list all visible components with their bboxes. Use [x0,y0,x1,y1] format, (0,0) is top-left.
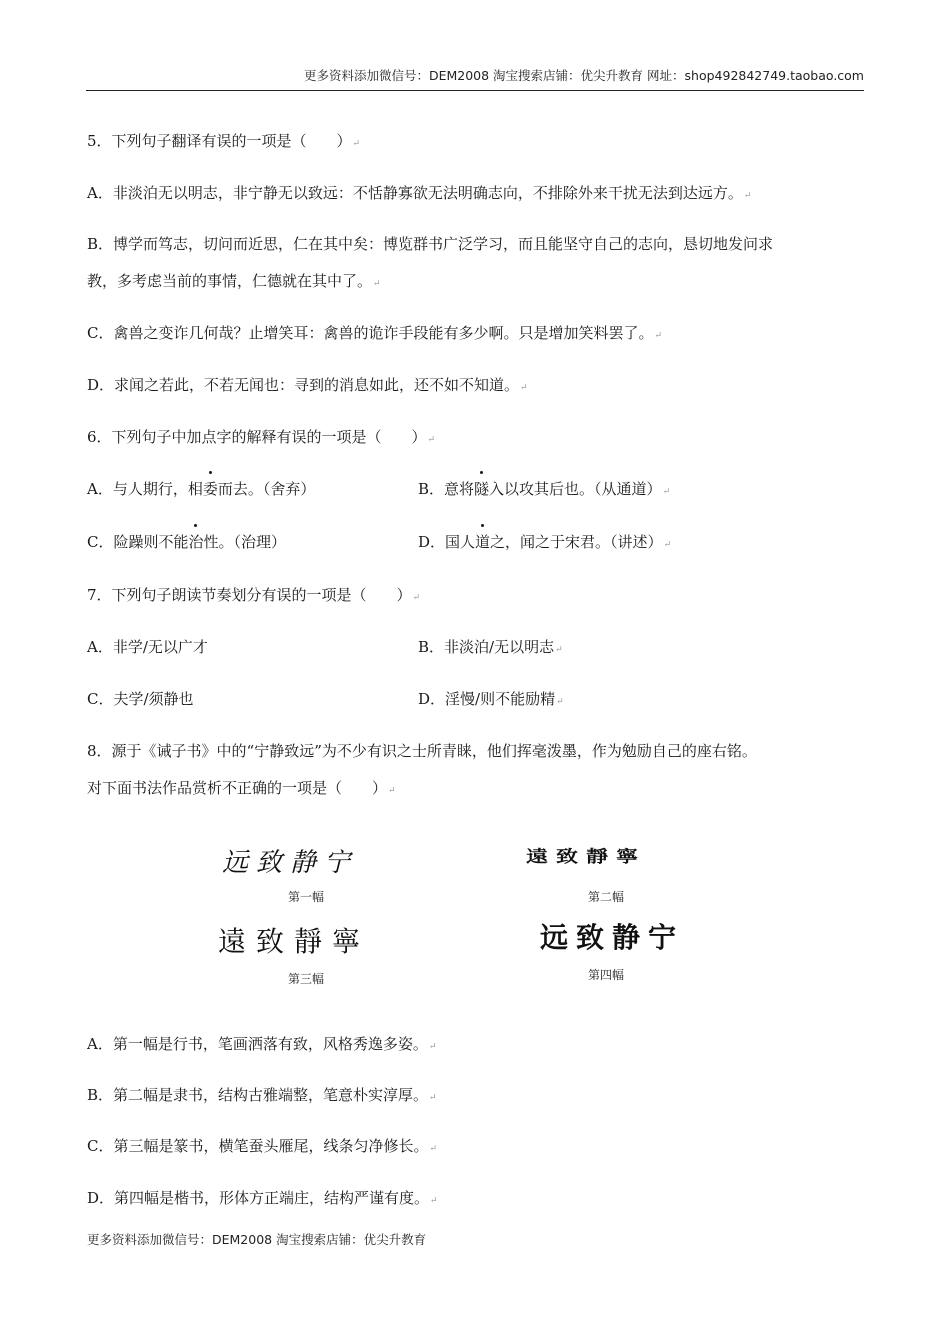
q6-option-b: B．意将隧入以攻其后也。（从通道）↵ [418,480,671,498]
q5-option-c: C．禽兽之变诈几何哉？止增笑耳：禽兽的诡诈手段能有多少啊。只是增加笑料罢了。↵ [87,324,663,342]
calligraphy-caption-1: 第一幅 [288,890,325,904]
calligraphy-caption-4: 第四幅 [588,968,625,982]
q6-option-c: C．险躁则不能治性。（治理） [87,533,287,551]
calligraphy-work-1: 远致静宁 [222,848,359,878]
q8-stem-line1: 8．源于《诫子书》中的“宁静致远”为不少有识之士所青睐，他们挥毫泼墨，作为勉励自己的座右铭。 [87,742,757,760]
q7-option-c: C．夫学/须静也 [87,690,194,708]
q7-option-b: B．非淡泊/无以明志↵ [418,638,563,656]
q7-option-a: A．非学/无以广才 [87,638,208,656]
q8-option-a: A．第一幅是行书，笔画洒落有致，风格秀逸多姿。↵ [87,1035,437,1053]
calligraphy-caption-3: 第三幅 [288,972,325,986]
q5-option-b-line2: 教，多考虑当前的事情，仁德就在其中了。↵ [87,272,381,290]
page-header: 更多资料添加微信号：DEM2008 淘宝搜索店铺：优尖升教育 网址：shop492842749.taobao.com [86,66,864,91]
calligraphy-caption-2: 第二幅 [588,890,625,904]
dotted-char: 委 [202,480,218,498]
q8-stem-line2: 对下面书法作品赏析不正确的一项是（ ）↵ [87,779,396,797]
q6-option-a: A．与人期行，相委而去。（舍弃） [87,480,316,498]
calligraphy-work-3: 遠致靜寧 [218,925,371,958]
page-footer: 更多资料添加微信号：DEM2008 淘宝搜索店铺：优尖升教育 [87,1232,427,1247]
dotted-char: 道 [475,533,491,551]
q7-stem: 7．下列句子朗读节奏划分有误的一项是（ ）↵ [87,586,421,604]
dotted-char: 治 [188,533,204,551]
dotted-char: 隧 [474,480,490,498]
q5-option-d: D．求闻之若此，不若无闻也：寻到的消息如此，还不如不知道。↵ [87,376,528,394]
q7-option-d: D．淫慢/则不能励精↵ [418,690,564,708]
calligraphy-image [210,832,750,992]
q5-stem: 5．下列句子翻译有误的一项是（ ）↵ [87,132,361,150]
q8-option-b: B．第二幅是隶书，结构古雅端整，笔意朴实淳厚。↵ [87,1086,437,1104]
calligraphy-work-2: 遠致靜寧 [526,847,647,867]
q6-option-d: D．国人道之，闻之于宋君。（讲述）↵ [418,533,672,551]
q8-option-c: C．第三幅是篆书，横笔蚕头雁尾，线条匀净修长。↵ [87,1137,438,1155]
q5-option-b-line1: B．博学而笃志，切问而近思，仁在其中矣：博览群书广泛学习，而且能坚守自己的志向，恳切地发问求 [87,235,774,253]
q8-option-d: D．第四幅是楷书，形体方正端庄，结构严谨有度。↵ [87,1189,438,1207]
q6-stem: 6．下列句子中加点字的解释有误的一项是（ ）↵ [87,428,436,446]
calligraphy-work-4: 远致静宁 [540,921,685,954]
q5-option-a: A．非淡泊无以明志，非宁静无以致远：不恬静寡欲无法明确志向，不排除外来干扰无法到达远方。↵ [87,184,752,202]
